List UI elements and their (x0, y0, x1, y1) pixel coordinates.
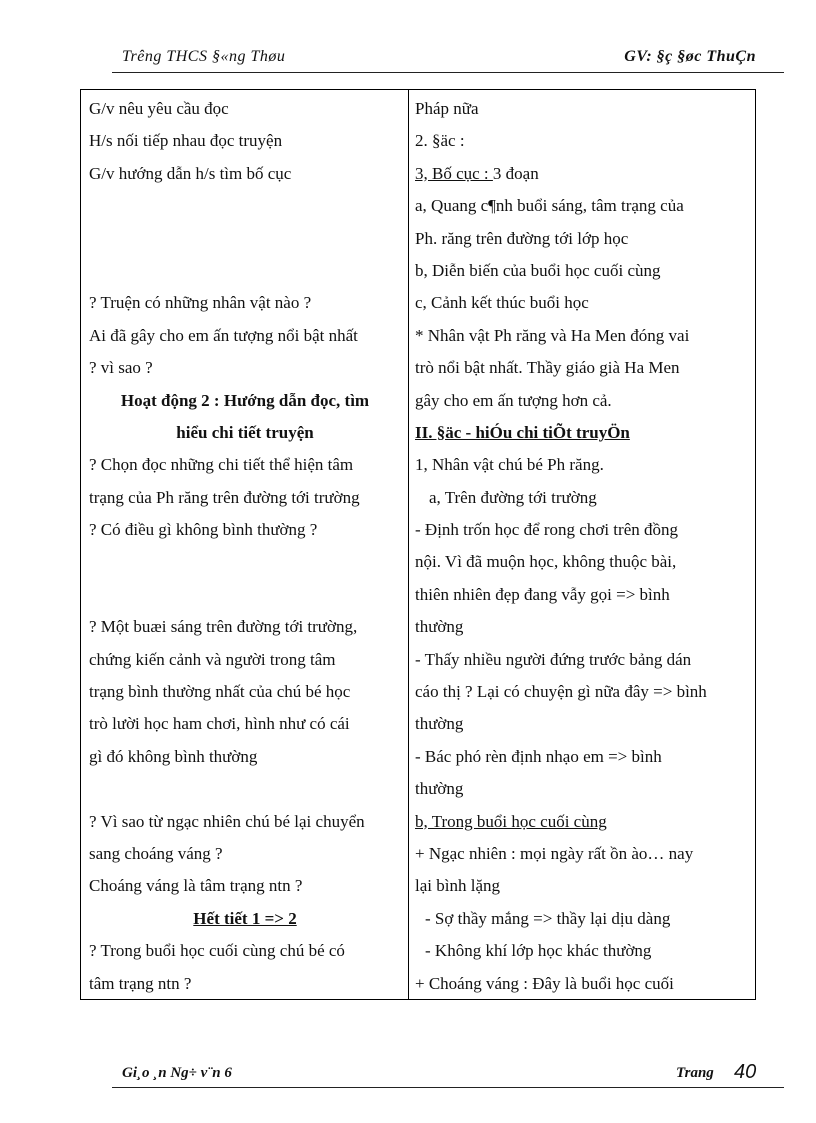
table-line: - Thấy nhiều người đứng trước bảng dán (415, 649, 692, 669)
table-line: Choáng váng là tâm trạng ntn ? (89, 876, 303, 896)
table-line: trò lười học ham chơi, hình như có cái (89, 714, 350, 734)
footer-page-label: Trang (676, 1065, 714, 1081)
page-header (112, 46, 784, 73)
column-divider (408, 90, 409, 999)
table-line: gì đó không bình thường (89, 746, 258, 766)
table-line: lại bình lặng (415, 876, 500, 896)
table-line: chứng kiến cảnh và người trong tâm (89, 649, 336, 669)
activity-heading: hiểu chi tiết truyện (176, 422, 314, 442)
header-school: Trêng THCS §«ng Thøu (122, 48, 286, 65)
table-line: Ph. răng trên đường tới lớp học (415, 228, 629, 248)
table-line: + Choáng váng : Đây là buổi học cuối (415, 973, 674, 993)
table-line (89, 223, 401, 255)
table-line: thường (415, 779, 464, 799)
activity-heading: Hoạt động 2 : Hướng dẫn đọc, tìm (120, 390, 370, 410)
table-line (89, 773, 401, 805)
content-column (415, 93, 751, 1000)
table-line: tâm trạng ntn ? (89, 973, 192, 993)
table-line: Pháp nữa (415, 99, 479, 118)
structure-line (415, 158, 751, 190)
table-line: gây cho em ấn tượng hơn cả. (415, 390, 612, 410)
table-line: trò nổi bật nhất. Thầy giáo già Ha Men (415, 358, 680, 378)
table-line: a, Quang c¶nh buổi sáng, tâm trạng của (415, 196, 684, 216)
end-of-period-heading: Hết tiết 1 => 2 (193, 908, 297, 928)
table-line: ? Có điều gì không bình thường ? (89, 520, 318, 540)
header-teacher: GV: §ç §øc ThuÇn (624, 48, 756, 65)
table-line: ? Trong buổi học cuối cùng chú bé có (89, 941, 345, 961)
table-line: a, Trên đường tới trường (429, 487, 597, 507)
page-footer (112, 1063, 784, 1088)
table-line: trạng bình thường nhất của chú bé học (89, 682, 351, 702)
table-line: - Sợ thầy mắng => thầy lại dịu dàng (425, 908, 671, 928)
table-line: thường (415, 714, 464, 734)
section-heading: II. §äc - hiÓu chi tiÕt truyÖn (415, 422, 630, 442)
structure-value: 3 đoạn (492, 163, 539, 183)
table-line: ? Truện có những nhân vật nào ? (89, 293, 312, 313)
table-line: b, Diễn biến của buổi học cuối cùng (415, 260, 661, 280)
table-line: G/v nêu yêu cầu đọc (89, 99, 229, 118)
table-line: thường (415, 617, 464, 637)
table-line: cáo thị ? Lại có chuyện gì nữa đây => bình (415, 682, 707, 702)
table-line (89, 255, 401, 287)
table-line: 1, Nhân vật chú bé Ph răng. (415, 455, 604, 475)
table-line: ? Chọn đọc những chi tiết thể hiện tâm (89, 455, 354, 475)
table-line: thiên nhiên đẹp đang vẫy gọi => bình (415, 584, 670, 604)
footer-book-title: Gi¸o ¸n Ng÷ v¨n 6 (122, 1065, 232, 1081)
lesson-table (80, 89, 756, 1000)
subsection-heading: b, Trong buổi học cuối cùng (415, 811, 607, 831)
table-line: H/s nối tiếp nhau đọc truyện (89, 131, 283, 151)
table-line: G/v hướng dẫn h/s tìm bố cục (89, 163, 292, 183)
table-line: Ai đã gây cho em ấn tượng nổi bật nhất (89, 325, 358, 345)
table-line: * Nhân vật Ph răng và Ha Men đóng vai (415, 325, 690, 345)
structure-label: 3, Bố cục : (415, 163, 493, 183)
table-line (89, 579, 401, 611)
table-line: ? Một buæi sáng trên đường tới trường, (89, 617, 358, 637)
table-line (89, 190, 401, 222)
table-line (89, 546, 401, 578)
table-line: trạng của Ph răng trên đường tới trường (89, 487, 360, 507)
table-line: ? vì sao ? (89, 358, 153, 378)
footer-page-number: 40 (734, 1061, 757, 1083)
table-line: - Bác phó rèn định nhạo em => bình (415, 746, 662, 766)
teacher-activity-column (89, 93, 401, 1000)
table-line: - Định trốn học để rong chơi trên đồng (415, 520, 678, 540)
table-line: 2. §äc : (415, 131, 465, 151)
table-line: sang choáng váng ? (89, 843, 223, 863)
table-line: + Ngạc nhiên : mọi ngày rất ồn ào… nay (415, 843, 694, 863)
table-line: - Không khí lớp học khác thường (425, 941, 652, 961)
table-line: ? Vì sao từ ngạc nhiên chú bé lại chuyển (89, 811, 365, 831)
table-line: nội. Vì đã muộn học, không thuộc bài, (415, 552, 677, 572)
table-line: c, Cảnh kết thúc buổi học (415, 293, 589, 313)
